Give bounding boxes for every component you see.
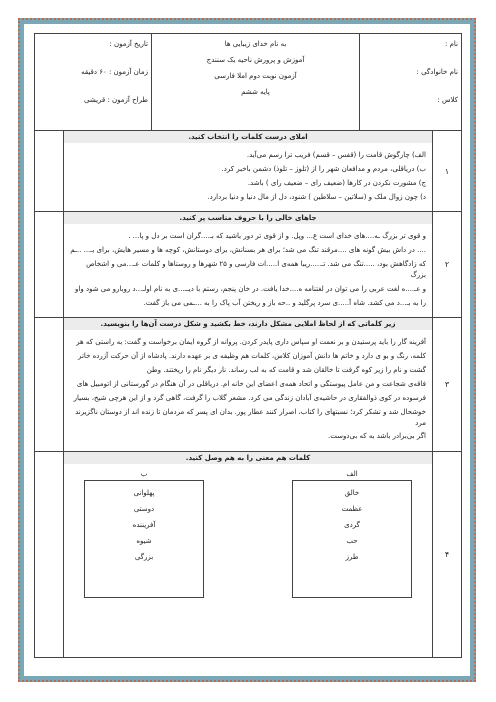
bismillah-text: به نام خدای زیبایی ها (224, 40, 287, 48)
exam-table (34, 33, 462, 131)
question-4-row (35, 452, 462, 658)
match-column-be-label: ب (140, 470, 148, 479)
question-3-line: گشت و نام را زیر کوه گرفت تا خالقان شد و قامت که به لب رساند. نار دیگر نام را ریختند. وطن (146, 366, 426, 375)
question-1-number: ۱ (433, 131, 462, 212)
question-1-row (35, 131, 462, 212)
match-item-alef[interactable]: عظمت (341, 505, 363, 514)
exam-name-text: آزمون نوبت دوم املا فارسی (214, 72, 297, 80)
question-2-number: ۲ (433, 212, 462, 318)
question-4-score-cell (35, 452, 64, 658)
question-3-score-cell (35, 318, 64, 452)
match-item-be[interactable]: دوستی (133, 505, 155, 514)
question-4-number: ۴ (433, 452, 462, 658)
questions-table (34, 130, 462, 658)
question-2-score-cell (35, 212, 64, 318)
match-item-alef[interactable]: گردی (344, 521, 360, 530)
question-2-title: جاهای خالی را با حروف مناسب پر کنید. (64, 212, 432, 224)
question-4-title: کلمات هم معنی را به هم وصل کنید. (64, 452, 432, 464)
match-item-be[interactable]: بزرگی (134, 553, 154, 562)
match-column-alef-label: الف (346, 470, 358, 479)
question-2-line: و عـ....ه لغت عربی را می توان در لغتنامه ه....خدا یافت. در خان پنجم، رستم با دیــ...ی به نام اولـ...د روبارو می شود واو (75, 284, 426, 293)
match-item-be[interactable]: پهلوانی (133, 489, 155, 498)
question-1-score-cell (35, 131, 64, 212)
question-3-line: فرسوده در کوی ذوالفقاری در حاشیه‌ی آبادان زندگی می کرد. مشعر گلاب را گرفت، گاهی گرد و از این هرچی شیخ، بسیار (73, 393, 426, 402)
question-2-line: .... در داش بیش گونه های ....مرقند تنگ می شد؛ برای هر بسنانش، برای دوستانش، کوچه ها و مسیر هایش، برای بـ... ..ـم (70, 246, 426, 255)
question-2-line: را به بـ...د می کشد. شاه آ.....ی سرد پرگلید و ..حه باز و ریختن آب پاک را به ...ـمی می باز گفت. (143, 298, 426, 307)
match-box-be (84, 480, 204, 598)
question-3-body (64, 318, 433, 452)
student-info-cell (360, 34, 462, 131)
exam-date-label: تاریخ آزمون : (109, 40, 148, 48)
question-3-row (35, 318, 462, 452)
question-2-row (35, 212, 462, 318)
match-item-be[interactable]: شیوه (136, 537, 152, 546)
question-3-line: آفرینه گار را باید پرستیدن و بر نعمت او سپاس داری پایدر کردن. پروانه از گروه ایمان برخواست و گفت: به راستی که هر (76, 338, 426, 347)
question-3-line: اگر بی‌برادر باشد به که بی‌دوست. (328, 432, 426, 441)
match-box-alef (292, 480, 412, 598)
student-name-label: نام : (445, 40, 458, 48)
match-column-be (84, 470, 204, 598)
exam-title-cell (152, 34, 360, 131)
question-1-line: ج) مشورت نکردن در کارها (ضعیف رای – ضعیف رای ) باشد. (247, 178, 426, 187)
question-1-line: د) چون زوال ملک و (سلاتین – سلاطین ) شنود، دل از مال دنیا و دنیا بردارد. (207, 192, 426, 201)
question-1-body (64, 131, 433, 212)
department-text: آموزش و پرورش ناحیه یک سنندج (206, 56, 305, 64)
match-item-alef[interactable]: خالق (344, 489, 360, 498)
question-4-body (64, 452, 433, 658)
match-column-alef (292, 470, 412, 598)
question-3-number: ۳ (433, 318, 462, 452)
exam-designer-label: طراح آزمون : قریشی (84, 96, 148, 104)
exam-duration-label: زمان آزمون : ۶۰ دقیقه (81, 68, 148, 76)
question-1-line: ب) دریاقلی، مردم و مدافعان شهر را از (تلوز – تلوذ) دشمن باخبر کرد. (221, 164, 426, 173)
grade-text: پایه ششم (241, 88, 270, 96)
question-1-title: املای درست کلمات را انتخاب کنید. (64, 131, 432, 143)
question-2-body (64, 212, 433, 318)
exam-sheet (34, 33, 462, 658)
question-3-title: زیر کلماتی که از لحاظ املایی مشکل دارند، خط بکشید و شکل درست آن‌ها را بنویسید. (64, 318, 432, 330)
match-item-alef[interactable]: حب (346, 537, 358, 546)
header-row (35, 34, 462, 131)
question-3-line: فاقه‌ی شجاعت و من عامل پیوستگی و اتحاد همه‌ی اعضای این خانه ام. دریاقلی در آن هنگام در گورستانی از اتومبیل های (76, 379, 426, 388)
question-2-line: و قوی تر بزرگ ـه....های خدای است ع... وپل. و از قوی تر دور باشید که بـ....گران است بر دل و پا... . (128, 232, 426, 241)
question-3-line: کلمه، رنگ و بو ی دارد و خاتم ها دانش آموزان کلاس، کلمات هم وظیفه ی بر عهده دارند. پادشاه از آن حرکت آزرده خاتر (78, 352, 426, 361)
question-2-line: که زادگاهش بود، .....تنگ می شد. تـ.....ریبا همه‌ی ا.....ات فارسی و ۲۵ شهرها و روستاها و کلمات عـ...می و اشخاص بزرگ (86, 260, 426, 279)
question-3-line: خوشحال شد و تشکر کرد؛ نسبتهای را کتاب، اصرار کنند عطار پور. بدان ای پسر که مردمان تا زنده اند از دوستان ناگزیرند مرد (75, 407, 426, 427)
exam-meta-cell (35, 34, 152, 131)
student-class-label: کلاس : (437, 96, 458, 104)
student-family-label: نام خانوادگی : (416, 68, 458, 76)
match-item-be[interactable]: آفریننده (132, 521, 156, 530)
match-item-alef[interactable]: طرز (345, 553, 359, 562)
question-1-line: الف) چارگوش قامت را (قفس – قسم) فریب ترا رسم می‌آید. (246, 151, 426, 159)
